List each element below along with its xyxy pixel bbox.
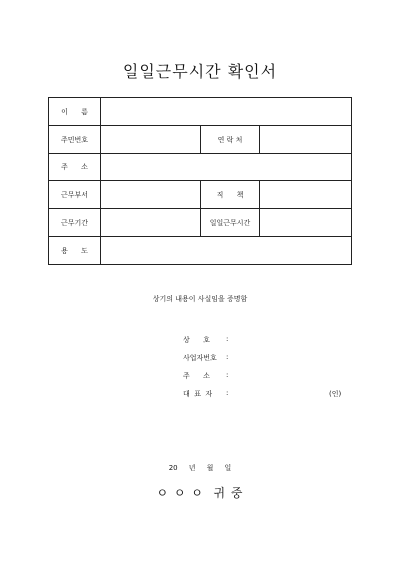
purpose-label: 용 도	[49, 237, 101, 265]
certification-statement: 상기의 내용이 사실임을 증명함	[152, 295, 248, 303]
table-row	[49, 237, 352, 265]
seal-mark: (인)	[329, 390, 342, 398]
table-row	[49, 209, 352, 237]
work-period-label: 근무기간	[49, 209, 101, 237]
company-label: 상 호	[183, 336, 210, 344]
daily-hours-field[interactable]	[260, 209, 352, 237]
contact-field[interactable]	[260, 126, 352, 154]
contact-label: 연 락 처	[201, 126, 260, 154]
ceo-label: 대 표 자	[183, 390, 213, 398]
address-field[interactable]	[101, 154, 352, 181]
name-label: 이 름	[49, 98, 101, 126]
id-number-field[interactable]	[101, 126, 201, 154]
info-table	[48, 97, 352, 265]
department-label: 근무부서	[49, 181, 101, 209]
colon: :	[226, 353, 229, 361]
date-line: 20 년 월 일	[168, 464, 232, 472]
name-field[interactable]	[101, 98, 352, 126]
daily-hours-label: 일일근무시간	[201, 209, 260, 237]
purpose-field[interactable]	[101, 237, 352, 265]
table-row	[49, 154, 352, 181]
business-number-label: 사업자번호	[183, 354, 217, 362]
colon: :	[226, 371, 229, 379]
table-row	[49, 126, 352, 154]
department-field[interactable]	[101, 181, 201, 209]
document-title: 일일근무시간 확인서	[122, 62, 278, 81]
recipient-line: ㅇ ㅇ ㅇ 귀 중	[156, 486, 244, 500]
position-field[interactable]	[260, 181, 352, 209]
address-label: 주 소	[49, 154, 101, 181]
sig-address-label: 주 소	[183, 372, 210, 380]
id-number-label: 주민번호	[49, 126, 101, 154]
table-row	[49, 98, 352, 126]
colon: :	[226, 389, 229, 397]
position-label: 직 책	[201, 181, 260, 209]
work-period-field[interactable]	[101, 209, 201, 237]
table-row	[49, 181, 352, 209]
colon: :	[226, 335, 229, 343]
